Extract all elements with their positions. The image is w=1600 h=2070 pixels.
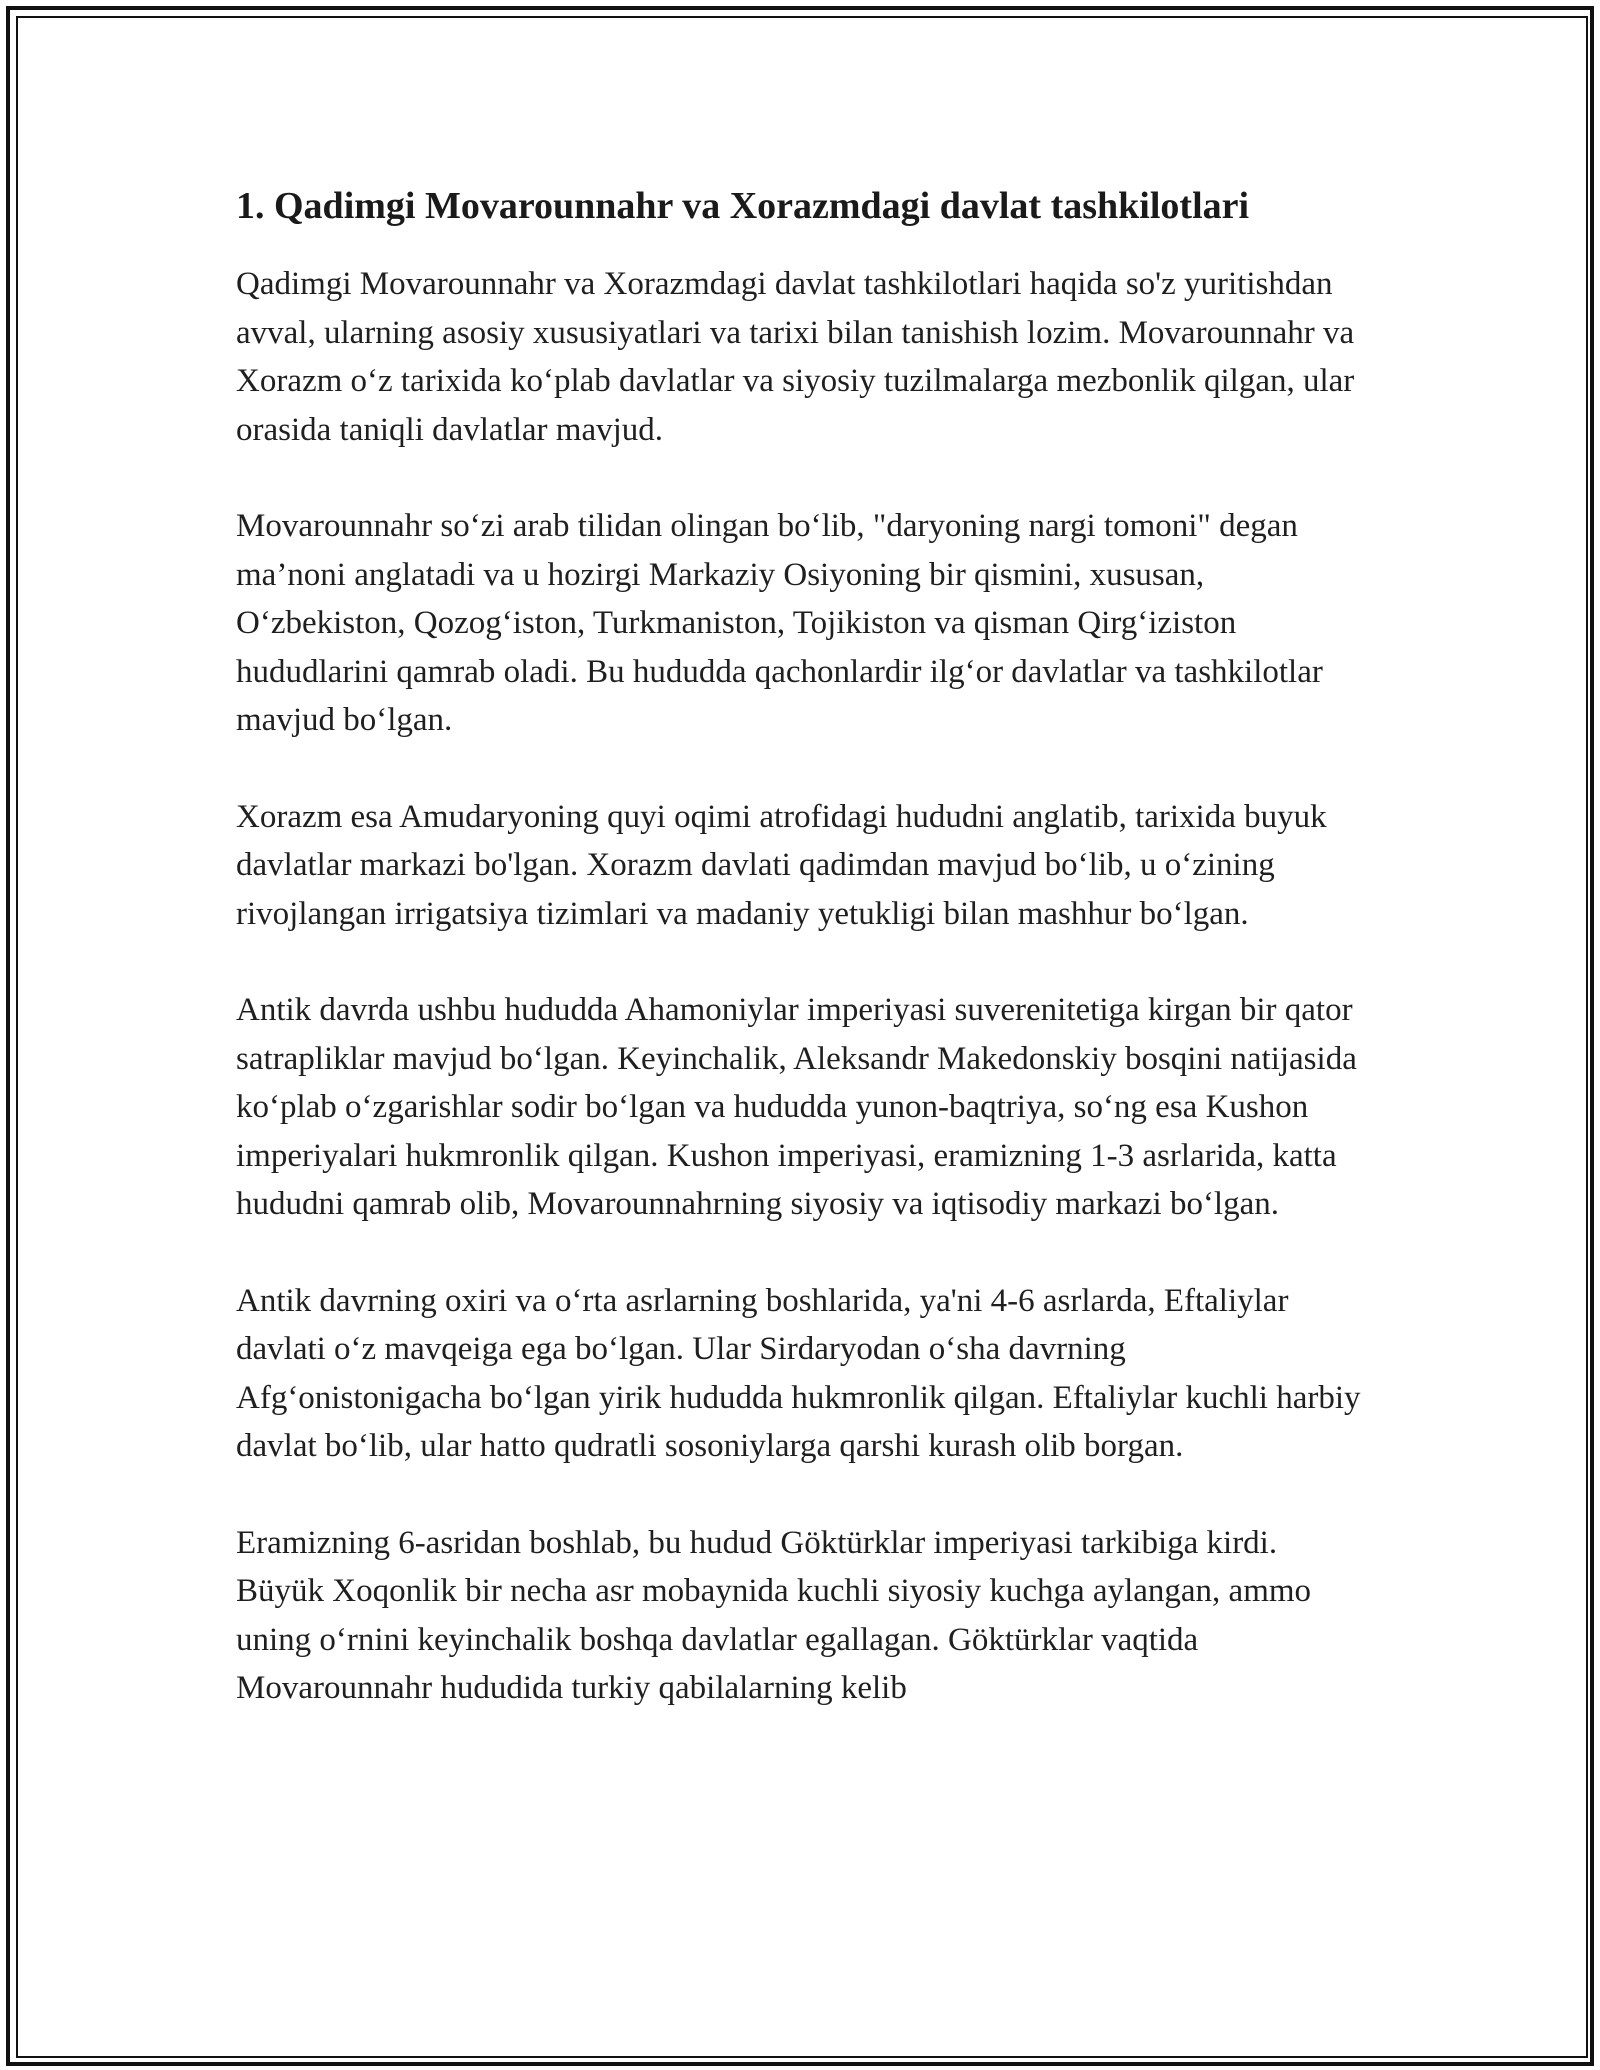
paragraph-xorazm: Xorazm esa Amudaryoning quyi oqimi atrofidagi hududni anglatib, tarixida buyuk davlatlar markazi bo'lgan. Xorazm davlati qadimdan mavjud bo‘lib, u o‘zining rivojlangan irrigatsiya tizimlari va madaniy yetukligi bilan mashhur bo‘lgan. (236, 798, 1327, 932)
document-page (236, 180, 1366, 1761)
paragraph-intro: Qadimgi Movarounnahr va Xorazmdagi davlat tashkilotlari haqida so'z yuritishdan avval, ularning asosiy xususiyatlari va tarixi bilan tanishish lozim. Movarounnahr va Xorazm o‘z tarixida ko‘plab davlatlar va siyosiy tuzilmalarga mezbonlik qilgan, ular orasida taniqli davlatlar mavjud. (236, 266, 1355, 448)
paragraph-movarounnahr: Movarounnahr so‘zi arab tilidan olingan bo‘lib, "daryoning nargi tomoni" degan ma’noni anglatadi va u hozirgi Markaziy Osiyoning bir qismini, xususan, O‘zbekiston, Qozog‘iston, Turkmaniston, Tojikiston va qisman Qirg‘iziston hududlarini qamrab oladi. Bu hududda qachonlardir ilg‘or davlatlar va tashkilotlar mavjud bo‘lgan. (236, 508, 1323, 738)
paragraph-eftaliylar: Antik davrning oxiri va o‘rta asrlarning boshlarida, ya'ni 4-6 asrlarda, Eftaliylar davlati o‘z mavqeiga ega bo‘lgan. Ular Sirdaryodan o‘sha davrning Afg‘onistonigacha bo‘lgan yirik hududda hukmronlik qilgan. Eftaliylar kuchli harbiy davlat bo‘lib, ular hatto qudratli sosoniylarga qarshi kurash olib borgan. (236, 1282, 1361, 1464)
paragraph-gokturklar: Eramizning 6-asridan boshlab, bu hudud Göktürklar imperiyasi tarkibiga kirdi. Büyük Xoqonlik bir necha asr mobaynida kuchli siyosiy kuchga aylangan, ammo uning o‘rnini keyinchalik boshqa davlatlar egallagan. Göktürklar vaqtida Movarounnahr hududida turkiy qabilalarning kelib (236, 1524, 1312, 1706)
paragraph-antik-davr: Antik davrda ushbu hududda Ahamoniylar imperiyasi suverenitetiga kirgan bir qator satrapliklar mavjud bo‘lgan. Keyinchalik, Aleksandr Makedonskiy bosqini natijasida ko‘plab o‘zgarishlar sodir bo‘lgan va hududda yunon-baqtriya, so‘ng esa Kushon imperiyalari hukmronlik qilgan. Kushon imperiyasi, eramizning 1-3 asrlarida, katta hududni qamrab olib, Movarounnahrning siyosiy va iqtisodiy markazi bo‘lgan. (236, 992, 1357, 1222)
section-title: 1. Qadimgi Movarounnahr va Xorazmdagi davlat tashkilotlari (236, 185, 1250, 227)
